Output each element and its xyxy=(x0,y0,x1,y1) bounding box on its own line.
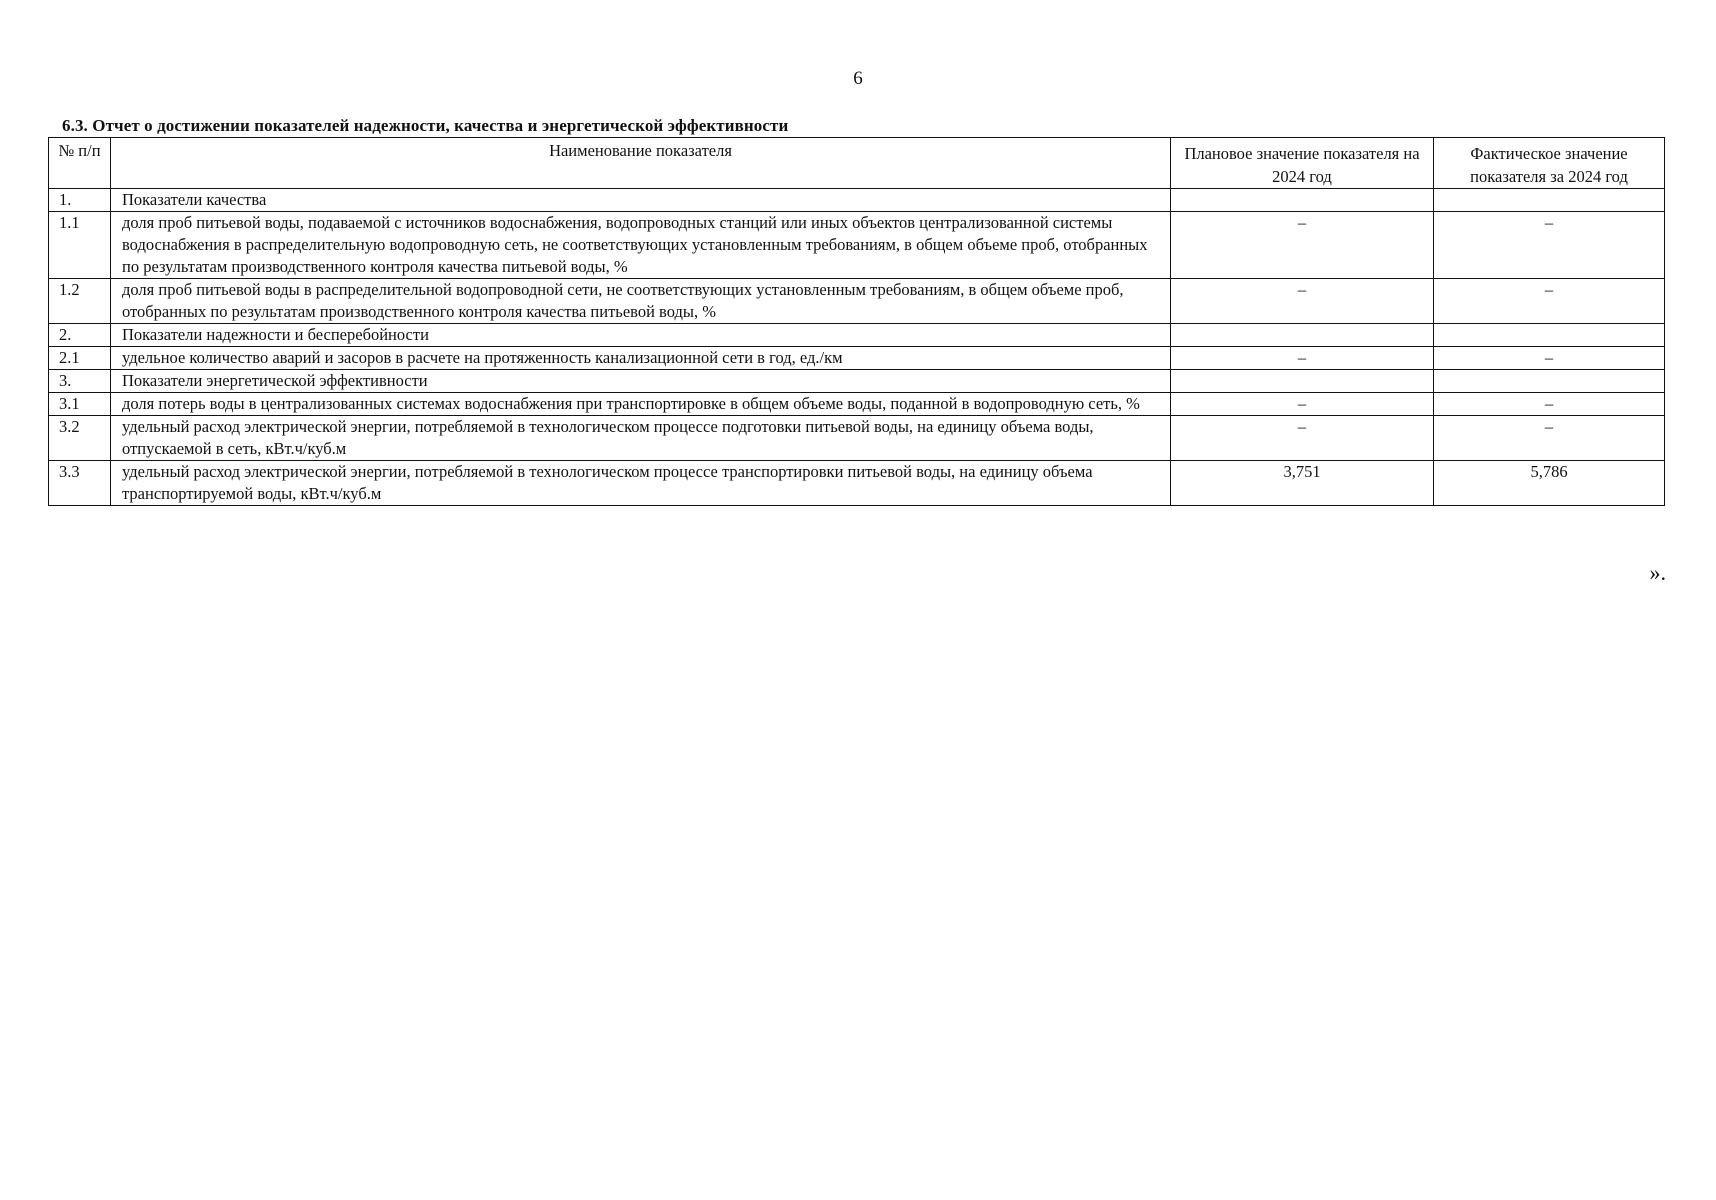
planned-value-cell xyxy=(1171,370,1434,393)
actual-value-cell: – xyxy=(1434,212,1665,279)
indicator-name-cell: доля проб питьевой воды в распределительной водопроводной сети, не соответствующих установленным требованиям, в общем объеме проб, отобранных по результатам производственного контроля качества питьевой воды, % xyxy=(111,279,1171,324)
row-number-cell: 3.3 xyxy=(49,461,111,506)
table-row xyxy=(49,416,1665,461)
page-number: 6 xyxy=(853,68,863,89)
planned-value-cell: – xyxy=(1171,393,1434,416)
header-planned-value: Плановое значение показателя на 2024 год xyxy=(1171,138,1434,189)
table-body xyxy=(49,189,1665,506)
table-row xyxy=(49,461,1665,506)
table-row xyxy=(49,279,1665,324)
row-number-cell: 3.1 xyxy=(49,393,111,416)
actual-value-cell: 5,786 xyxy=(1434,461,1665,506)
table-section-row xyxy=(49,189,1665,212)
row-number-cell: 2. xyxy=(49,324,111,347)
section-title: 6.3. Отчет о достижении показателей надежности, качества и энергетической эффективности xyxy=(62,116,789,135)
closing-quote-mark: ». xyxy=(1649,560,1666,585)
row-number-cell: 3.2 xyxy=(49,416,111,461)
row-number-cell: 3. xyxy=(49,370,111,393)
planned-value-cell: – xyxy=(1171,212,1434,279)
planned-value-cell xyxy=(1171,189,1434,212)
actual-value-cell xyxy=(1434,324,1665,347)
header-number: № п/п xyxy=(49,138,111,189)
indicator-name-cell: доля потерь воды в централизованных системах водоснабжения при транспортировке в общем объеме воды, поданной в водопроводную сеть, % xyxy=(111,393,1171,416)
actual-value-cell: – xyxy=(1434,279,1665,324)
indicator-name-cell: Показатели качества xyxy=(111,189,1171,212)
planned-value-cell xyxy=(1171,324,1434,347)
indicator-name-cell: удельное количество аварий и засоров в расчете на протяженность канализационной сети в год, ед./км xyxy=(111,347,1171,370)
planned-value-cell: 3,751 xyxy=(1171,461,1434,506)
table-row xyxy=(49,212,1665,279)
actual-value-cell: – xyxy=(1434,393,1665,416)
planned-value-cell: – xyxy=(1171,279,1434,324)
table-section-row xyxy=(49,370,1665,393)
actual-value-cell xyxy=(1434,370,1665,393)
planned-value-cell: – xyxy=(1171,416,1434,461)
planned-value-cell: – xyxy=(1171,347,1434,370)
indicators-table xyxy=(48,137,1665,506)
row-number-cell: 1.2 xyxy=(49,279,111,324)
indicator-name-cell: удельный расход электрической энергии, потребляемой в технологическом процессе транспортировки питьевой воды, на единицу объема транспортируемой воды, кВт.ч/куб.м xyxy=(111,461,1171,506)
header-actual-value: Фактическое значение показателя за 2024 год xyxy=(1434,138,1665,189)
row-number-cell: 1.1 xyxy=(49,212,111,279)
actual-value-cell: – xyxy=(1434,416,1665,461)
table-row xyxy=(49,347,1665,370)
row-number-cell: 2.1 xyxy=(49,347,111,370)
header-indicator-name: Наименование показателя xyxy=(111,138,1171,189)
row-number-cell: 1. xyxy=(49,189,111,212)
indicator-name-cell: удельный расход электрической энергии, потребляемой в технологическом процессе подготовки питьевой воды, на единицу объема воды, отпускаемой в сеть, кВт.ч/куб.м xyxy=(111,416,1171,461)
actual-value-cell xyxy=(1434,189,1665,212)
table-section-row xyxy=(49,324,1665,347)
indicator-name-cell: Показатели надежности и бесперебойности xyxy=(111,324,1171,347)
table-header-row xyxy=(49,138,1665,189)
actual-value-cell: – xyxy=(1434,347,1665,370)
indicator-name-cell: доля проб питьевой воды, подаваемой с источников водоснабжения, водопроводных станций или иных объектов централизованной системы водоснабжения в распределительную водопроводную сеть, не соответствующих установленным требованиям, в общем объеме проб, отобранных по результатам производственного контроля качества питьевой воды, % xyxy=(111,212,1171,279)
indicator-name-cell: Показатели энергетической эффективности xyxy=(111,370,1171,393)
table-row xyxy=(49,393,1665,416)
